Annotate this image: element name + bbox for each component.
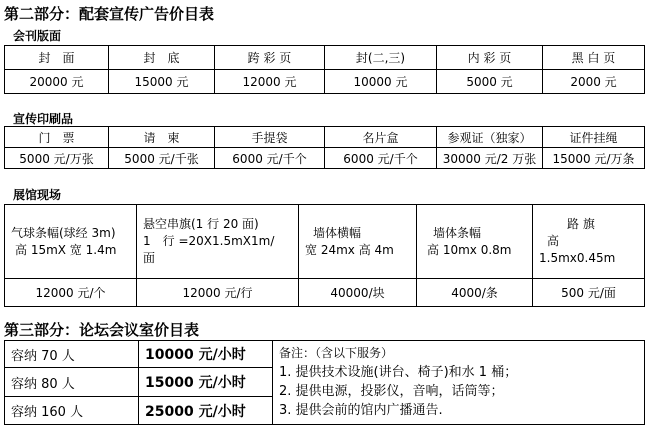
venue-price: 12000 元/个	[5, 279, 137, 307]
publication-header-row	[5, 46, 645, 70]
publication-header: 黑 白 页	[543, 46, 645, 70]
notes-title: 备注：（含以下服务）	[279, 346, 394, 360]
venue-name-row	[5, 205, 645, 279]
publication-header: 内 彩 页	[437, 46, 543, 70]
note-item: 3. 提供会前的馆内广播通告.	[279, 403, 443, 418]
venue-price: 500 元/面	[533, 279, 645, 307]
venue-price-row	[5, 279, 645, 307]
forum-capacity: 容纳 80 人	[5, 368, 139, 397]
forum-table	[4, 340, 645, 425]
publication-header: 封(二,三)	[325, 46, 437, 70]
print-header: 请 柬	[109, 127, 215, 148]
venue-item-line: 高 15mX 宽 1.4m	[15, 242, 117, 257]
forum-capacity: 容纳 70 人	[5, 341, 139, 368]
print-price: 30000 元/2 万张	[437, 148, 543, 169]
print-table	[4, 126, 645, 169]
venue-item-line: 悬空串旗(1 行 20 面)	[143, 217, 259, 231]
print-header: 手提袋	[215, 127, 325, 148]
venue-item-line: 宽 24mx 高 4m	[305, 242, 394, 257]
publication-table	[4, 45, 645, 94]
publication-price: 20000 元	[5, 70, 109, 94]
venue-price: 12000 元/行	[137, 279, 299, 307]
forum-price: 15000 元/小时	[139, 368, 273, 397]
print-price: 15000 元/万条	[543, 148, 645, 169]
venue-item-line: 1 行 =20X1.5mX1m/	[143, 234, 275, 248]
venue-item-line: 路 旗	[567, 217, 595, 231]
venue-price: 4000/条	[417, 279, 533, 307]
section3-title: 第三部分：论坛会议室价目表	[4, 321, 200, 339]
print-price: 6000 元/千个	[215, 148, 325, 169]
print-price-row	[5, 148, 645, 169]
note-item: 1. 提供技术设施(讲台、椅子)和水 1 桶；	[279, 365, 518, 380]
publication-header: 封 面	[5, 46, 109, 70]
venue-price: 40000/块	[299, 279, 417, 307]
venue-title: 展馆现场	[13, 188, 62, 202]
publication-price: 12000 元	[215, 70, 325, 94]
print-price: 5000 元/千张	[109, 148, 215, 169]
venue-item-line: 墙体条幅	[433, 225, 482, 240]
publication-price: 5000 元	[437, 70, 543, 94]
forum-row	[5, 341, 645, 368]
print-header: 参观证（独家）	[437, 127, 543, 148]
forum-notes	[273, 341, 645, 425]
venue-item-line: 气球条幅(球经 3m)	[11, 225, 116, 240]
venue-item	[299, 205, 417, 279]
forum-capacity: 容纳 160 人	[5, 397, 139, 425]
print-price: 5000 元/万张	[5, 148, 109, 169]
publication-price: 10000 元	[325, 70, 437, 94]
publication-title: 会刊版面	[13, 29, 62, 43]
print-price: 6000 元/千个	[325, 148, 437, 169]
publication-price: 2000 元	[543, 70, 645, 94]
venue-item-line: 高 10mx 0.8m	[427, 242, 512, 257]
publication-header: 跨 彩 页	[215, 46, 325, 70]
print-header: 名片盒	[325, 127, 437, 148]
venue-item-line: 高	[547, 234, 560, 248]
venue-item-line: 墙体横幅	[313, 225, 362, 240]
print-header: 证件挂绳	[543, 127, 645, 148]
venue-item	[533, 205, 645, 279]
forum-price: 10000 元/小时	[139, 341, 273, 368]
note-item: 2. 提供电源，投影仪，音响，话筒等；	[279, 384, 504, 399]
publication-price-row	[5, 70, 645, 94]
venue-item-line: 面	[143, 251, 156, 265]
venue-item	[137, 205, 299, 279]
print-title: 宣传印刷品	[13, 112, 74, 126]
forum-price: 25000 元/小时	[139, 397, 273, 425]
publication-header: 封 底	[109, 46, 215, 70]
venue-item-line: 1.5mx0.45m	[539, 251, 616, 265]
print-header: 门 票	[5, 127, 109, 148]
venue-item	[417, 205, 533, 279]
publication-price: 15000 元	[109, 70, 215, 94]
print-header-row	[5, 127, 645, 148]
venue-table	[4, 204, 645, 307]
section2-title: 第二部分：配套宣传广告价目表	[4, 5, 215, 23]
venue-item	[5, 205, 137, 279]
